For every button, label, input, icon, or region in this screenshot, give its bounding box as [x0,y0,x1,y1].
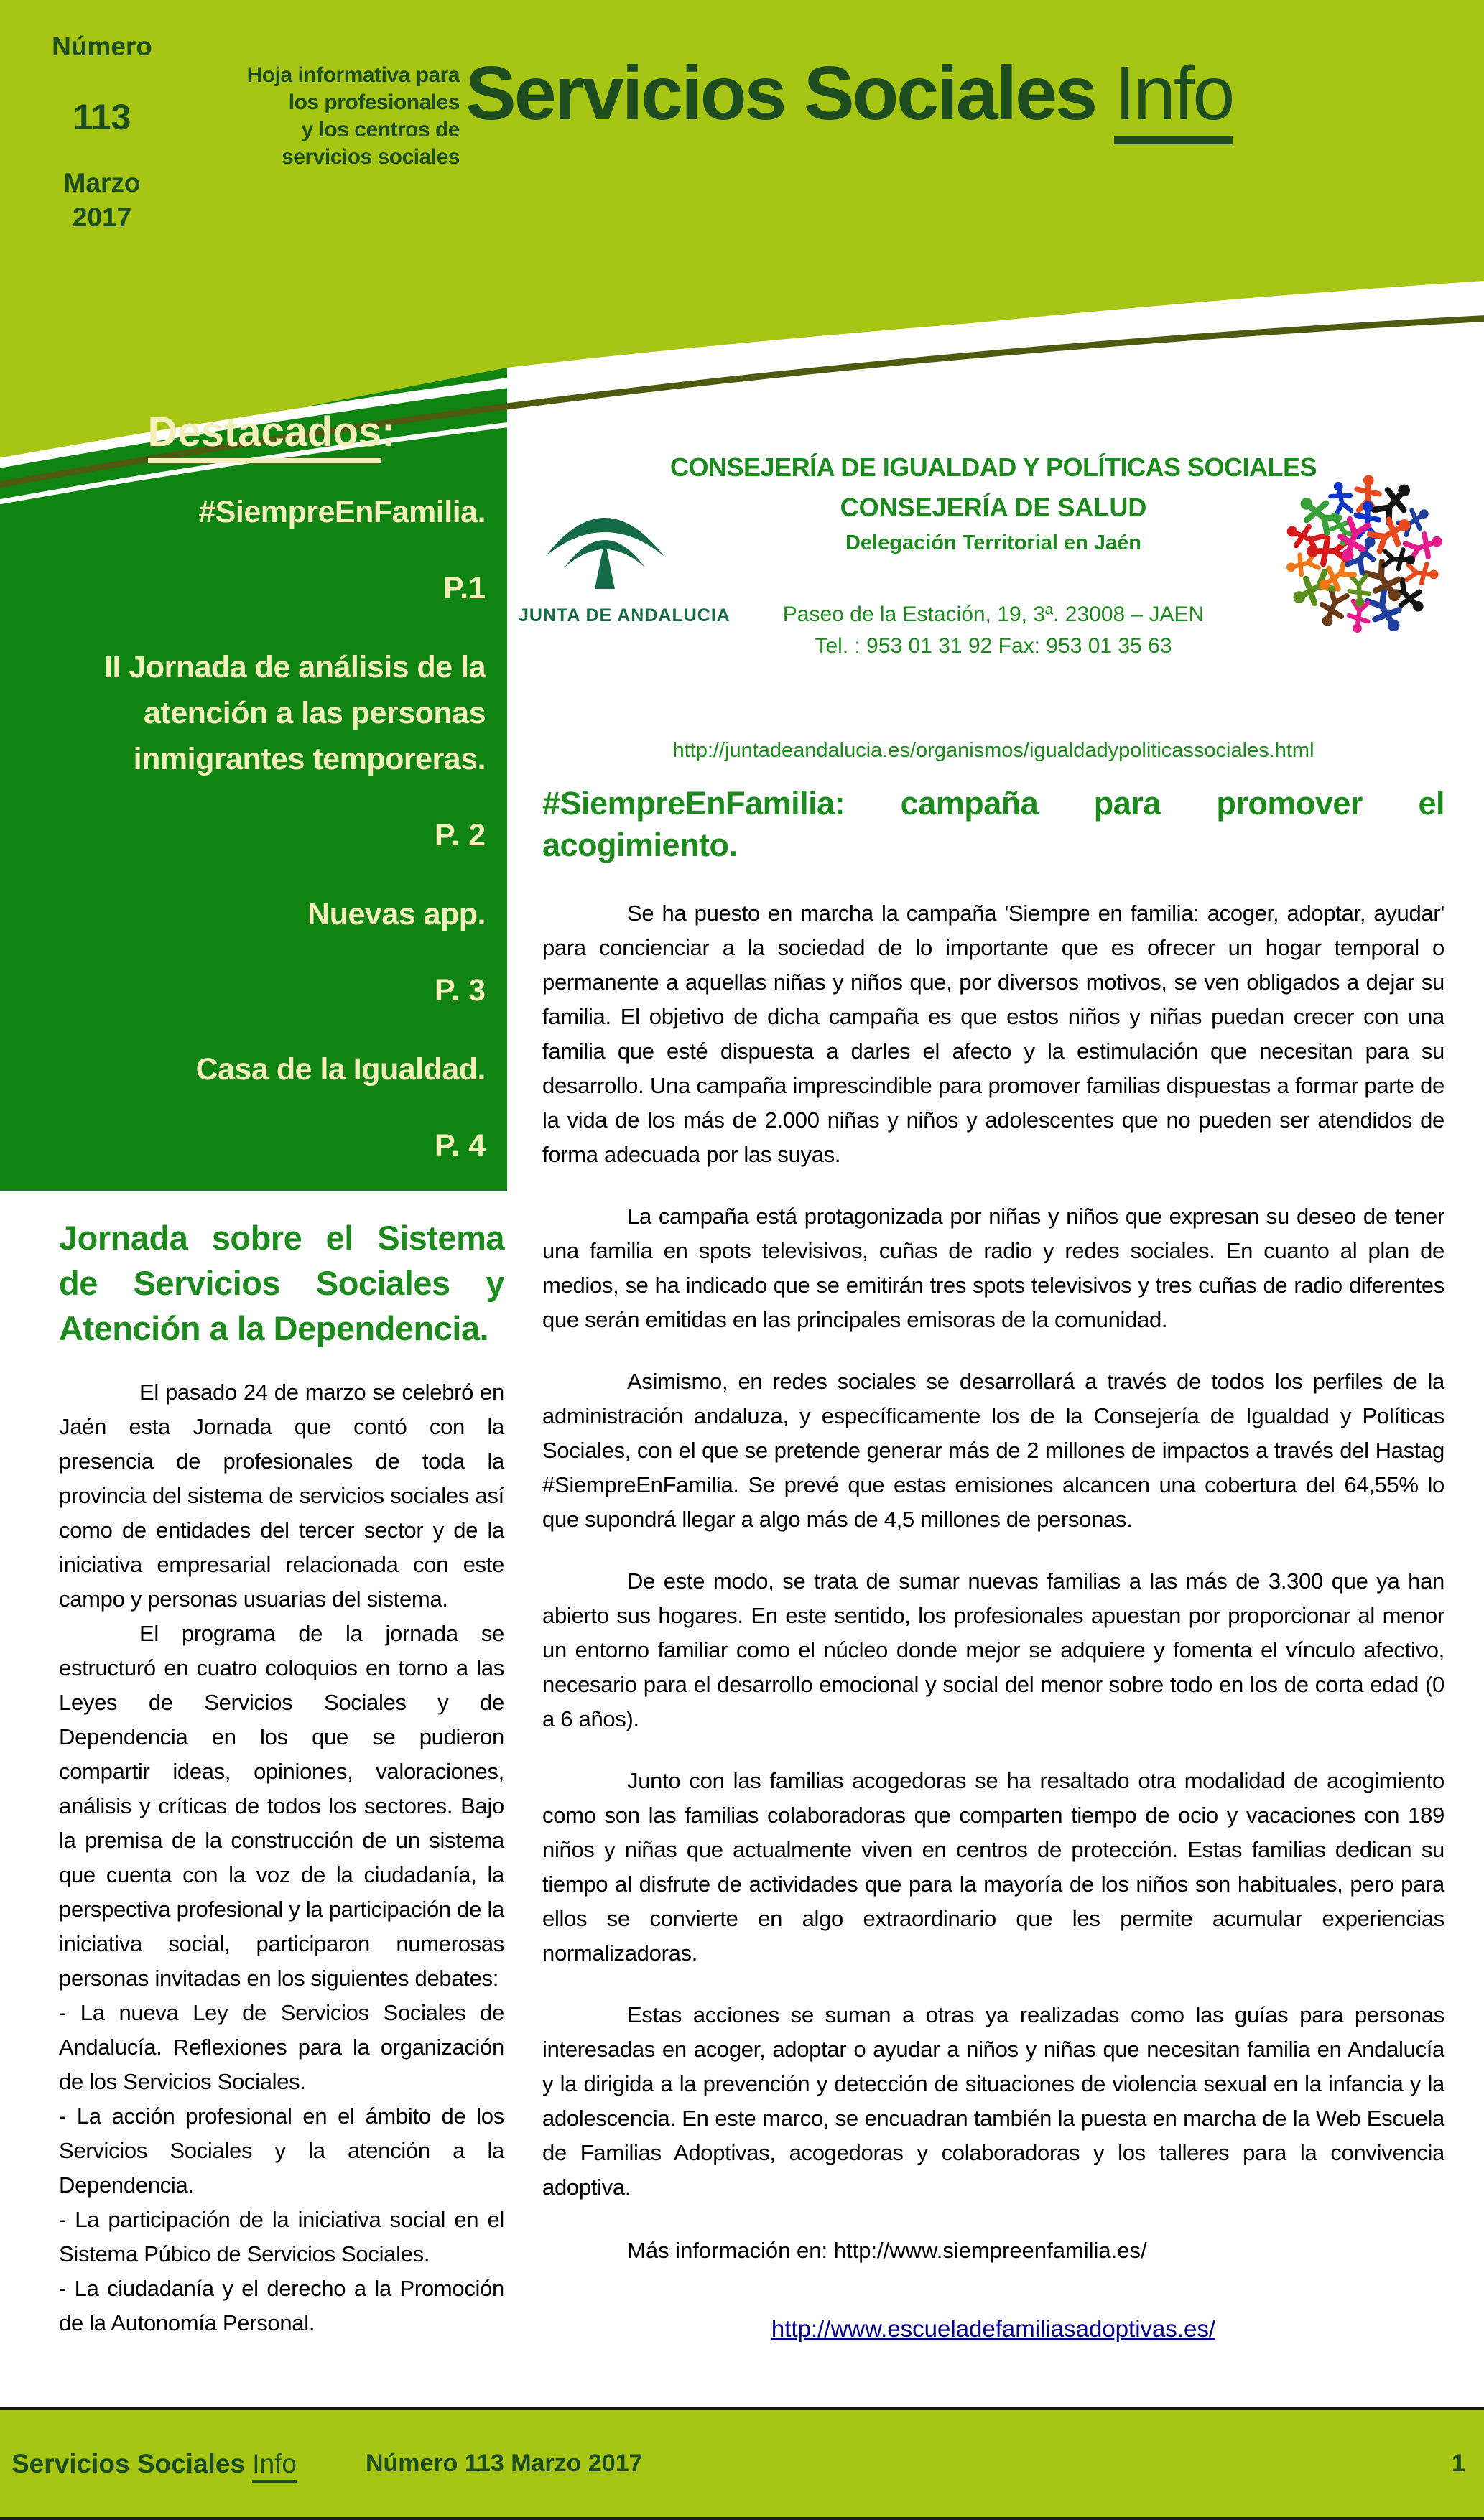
debate-list-item: - La acción profesional en el ámbito de los Servicios Sociales y la atención a la Dependencia. [59,2103,504,2198]
article-paragraph: De este modo, se trata de sumar nuevas familias a las más de 3.300 que ya han abierto sus hogares. En este sentido, los profesionales apuestan por proporcionar al menor un entorno familiar como el núcleo donde mejor se adquiere y fomenta el vínculo afectivo, necesario para el desarrollo emocional y social del menor sobre todo en los de corta edad (0 a 6 años). [542,1568,1444,1731]
issue-label: Número [52,32,152,61]
tagline-line: los profesionales [288,90,460,114]
article-heading-siempreenfamilia: #SiempreEnFamilia: campaña para promover el acogimiento. [542,785,1444,863]
sidebar-item-pageref: P. 4 [435,1128,486,1163]
main-column [542,452,1444,2343]
issue-year: 2017 [72,203,132,232]
article-body [542,896,1444,2343]
sidebar-item-pageref: P.1 [443,571,486,605]
footer-issue: Número 113 Marzo 2017 [365,2450,643,2477]
junta-logo-caption: JUNTA DE ANDALUCIA [519,605,731,626]
tagline-line: servicios sociales [282,145,460,169]
article-paragraph: El pasado 24 de marzo se celebró en Jaén esta Jornada que contó con la presencia de profesionales de toda la provincia del sistema de servicios sociales así como de entidades del tercer sector y de la iniciativa empresarial relacionada con este campo y personas usuarias del sistema. [59,1380,504,1612]
issue-month: Marzo [63,168,141,197]
article-paragraph: El programa de la jornada se estructuró en cuatro coloquios en torno a las Leyes de Servicios Sociales y de Dependencia en los que se pudieron compartir ideas, opiniones, valoraciones, análisis y críticas de todos los sectores. Bajo la premisa de la construcción de un sistema que cuenta con la voz de la ciudadanía, la perspectiva profesional y la participación de la iniciativa social, participaron numerosas personas invitadas en los siguientes debates: [59,1621,504,1991]
junta-de-andalucia-logo [519,490,731,633]
escuela-familias-adoptivas-link[interactable]: http://www.escueladefamiliasadoptivas.es/ [771,2315,1216,2342]
org-website-link[interactable]: http://juntadeandalucia.es/organismos/igualdadypoliticassociales.html [672,739,1314,762]
issue-number: 113 [73,97,131,137]
article-paragraph: La campaña está protagonizada por niñas y niños que expresan su deseo de tener una familia en spots televisivos, cuñas de radio y redes sociales. En cuanto al plan de medios, se ha indicado que se emitirán tres spots televisivos y tres cuñas de radio diferentes que serán emitidas en las principales emisoras de la comunidad. [542,1204,1444,1332]
debate-list-item: - La nueva Ley de Servicios Sociales de Andalucía. Reflexiones para la organización de los Servicios Sociales. [59,2000,504,2094]
org-phones: Tel. : 953 01 31 92 Fax: 953 01 35 63 [815,634,1172,658]
tagline-line: Hoja informativa para [246,63,460,87]
left-column [59,1215,504,2340]
sidebar-item-casa-igualdad[interactable]: Casa de la Igualdad. [195,1052,486,1087]
article-paragraph: Junto con las familias acogedoras se ha resaltado otra modalidad de acogimiento como son las familias colaboradoras que comparten tiempo de ocio y vacaciones con 189 niños y niñas que actualmente viven en centros de protección. Estas familias dedican su tiempo al disfrute de actividades que para la mayoría de los niños son habituales, pero para ellos se convierte en algo extraordinario que les permite acumular experiencias normalizadoras. [542,1768,1444,1966]
footer-brand: Servicios Sociales Info [11,2449,297,2479]
footer-brand-accent: Info [252,2449,297,2483]
sidebar-item-jornada-inmigrantes[interactable]: II Jornada de análisis de la atención a las personas inmigrantes temporeras. [104,650,486,776]
newsletter-tagline [208,62,460,171]
article-paragraph: Asimismo, en redes sociales se desarrollará a través de todos los perfiles de la administración andaluza, y específicamente los de la Consejería de Igualdad y Políticas Sociales, con el que se pretende generar más de 2 millones de impactos a través del Hastag #SiempreEnFamilia. Se prevé que estas emisiones alcancen una cobertura del 64,55% lo que supondrá llegar a algo más de 4,5 millones de personas. [542,1369,1444,1532]
sidebar-item-nuevas-app[interactable]: Nuevas app. [307,897,486,931]
org-name-line1: CONSEJERÍA DE IGUALDAD Y POLÍTICAS SOCIALES [670,452,1317,482]
page-footer [0,2407,1484,2520]
debate-list-item: - La ciudadanía y el derecho a la Promoción de la Autonomía Personal. [59,2276,504,2335]
article-paragraph: Se ha puesto en marcha la campaña 'Siempre en familia: acoger, adoptar, ayudar' para concienciar a la sociedad de lo importante que es ofrecer un hogar temporal o permanente a aquellas niñas y niños que, por diversos motivos, se ven obligados a dejar su familia. El objetivo de dicha campaña es que estos niños y niñas puedan crecer con una familia que esté dispuesta a darles el afecto y la estimulación que necesitan para su desarrollo. Una campaña imprescindible para promover familias dispuestas a formar parte de la vida de los más de 2.000 niñas y niños y adolescentes que no pueden ser atendidos de forma adecuada por las suyas. [542,901,1444,1167]
sidebar-item-pageref: P. 3 [435,973,486,1008]
sidebar-highlights [0,408,507,1168]
more-info-line: Más información en: http://www.siempreenfamilia.es/ [627,2238,1147,2263]
debate-list-item: - La participación de la iniciativa social en el Sistema Púbico de Servicios Sociales. [59,2207,504,2266]
newsletter-title-accent: Info [1114,51,1233,144]
newsletter-title [465,50,1233,137]
article-paragraph: Estas acciones se suman a otras ya realizadas como las guías para personas interesadas en acoger, adoptar o ayudar a niños y niñas que necesitan familia en Andalucía y la dirigida a la prevención y detección de situaciones de violencia sexual en la infancia y la adolescencia. En este marco, se encuadran también la puesta en marcha de la Web Escuela de Familias Adoptivas, acogedoras y colaboradoras y los talleres para la convivencia adoptiva. [542,2002,1444,2200]
org-address: Paseo de la Estación, 19, 3ª. 23008 – JAEN [782,603,1205,626]
article-heading-jornada: Jornada sobre el Sistema de Servicios Sociales y Atención a la Dependencia. [59,1219,504,1347]
sidebar-item-pageref: P. 2 [435,818,486,852]
org-name-line2: CONSEJERÍA DE SALUD [840,493,1147,522]
newsletter-title-main: Servicios Sociales [465,51,1096,136]
sidebar-item-siempreenfamilia[interactable]: #SiempreEnFamilia. [198,495,486,529]
org-delegation: Delegación Territorial en Jaén [845,531,1142,554]
footer-page-number: 1 [1452,2450,1465,2477]
tagline-line: y los centros de [301,118,460,141]
junta-logo-arch-icon [533,490,677,598]
people-circle-illustration [1277,465,1450,645]
sidebar-heading: Destacados: [14,408,486,456]
issue-block [37,32,167,233]
